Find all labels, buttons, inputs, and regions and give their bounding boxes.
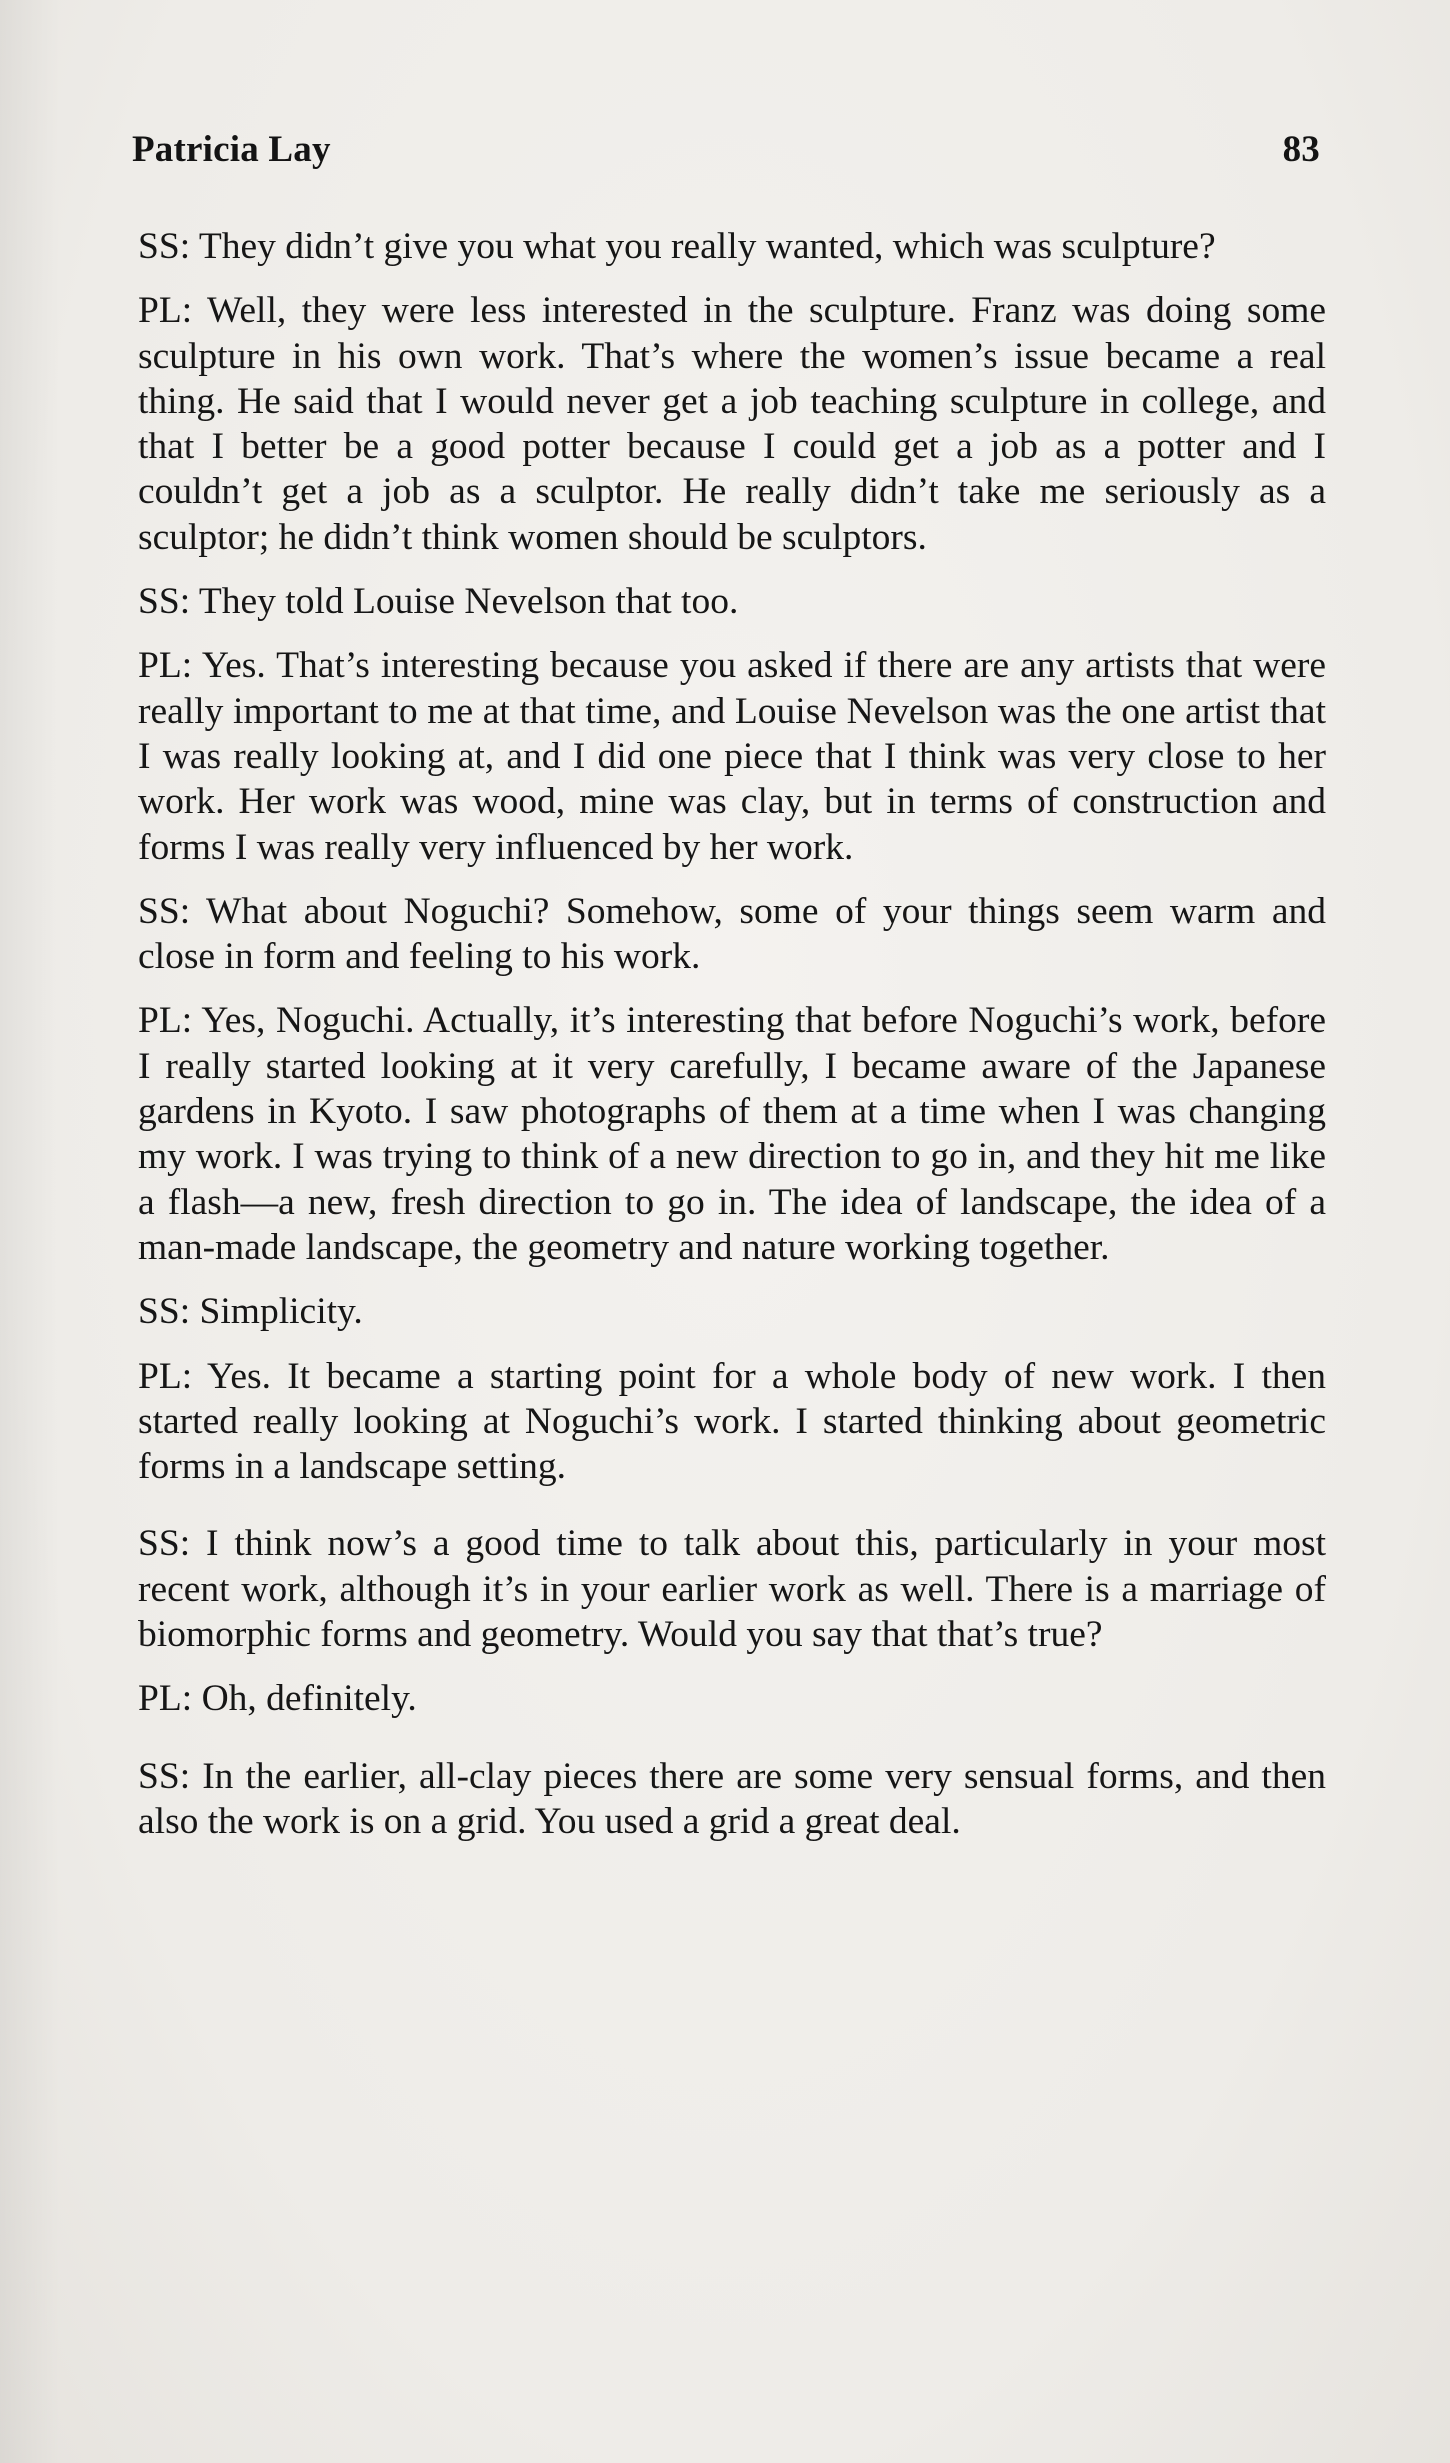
running-header	[132, 128, 1320, 171]
running-title: Patricia Lay	[132, 129, 331, 170]
paragraph-text: They told Louise Nevelson that too.	[198, 581, 739, 623]
paragraph	[138, 998, 1326, 1270]
paragraph	[138, 1521, 1326, 1657]
speaker-label: PL:	[138, 645, 193, 687]
speaker-label: SS:	[138, 226, 191, 267]
paragraph-text: Well, they were less interested in the sculpture. Franz was doing some sculpture in his own work. That’s where the women’s issue became a real thing. He said that I would never get a job teaching sculpture in college, and that I better be a good potter because I could get a job as a potter and I couldn’t get a job as a sculptor. He really didn’t take me seriously as a sculptor; he didn’t think women should be sculptors.	[138, 290, 1327, 558]
paragraph-text: Yes. It became a starting point for a whole body of new work. I then started really looking at Noguchi’s work. I started thinking about geometric forms in a landscape setting.	[138, 1355, 1327, 1488]
page-number: 83	[1282, 129, 1320, 170]
speaker-label: SS:	[138, 1523, 191, 1565]
paragraph-text: Yes, Noguchi. Actually, it’s interesting that before Noguchi’s work, before I really started looking at it very carefully, I became aware of the Japanese gardens in Kyoto. I saw photographs of them at a time when I was changing my work. I was trying to think of a new direction to go in, and they hit me like a flash—a new, fresh direction to go in. The idea of landscape, the idea of a man-made landscape, the geometry and nature working together.	[138, 1000, 1326, 1268]
paragraph	[138, 579, 1326, 624]
paragraph	[138, 889, 1326, 980]
speaker-label: PL:	[138, 290, 193, 332]
paragraph	[138, 1754, 1326, 1845]
speaker-label: SS:	[138, 1755, 191, 1797]
paragraph	[138, 1289, 1326, 1334]
paragraph	[138, 643, 1326, 869]
interview-text	[138, 224, 1326, 1863]
speaker-label: SS:	[138, 890, 191, 932]
speaker-label: PL:	[138, 1355, 193, 1397]
paragraph-text: They didn’t give you what you really wanted, which was sculpture?	[198, 226, 1216, 267]
paragraph-text: In the earlier, all-clay pieces there are some very sensual forms, and then also the work is on a grid. You used a grid a great deal.	[138, 1755, 1326, 1842]
paragraph-text: Oh, definitely.	[201, 1678, 417, 1720]
speaker-label: PL:	[138, 1000, 193, 1042]
speaker-label: SS:	[138, 581, 191, 623]
paragraph	[138, 1676, 1326, 1721]
paragraph	[138, 224, 1326, 269]
speaker-label: PL:	[138, 1678, 193, 1720]
paragraph	[138, 288, 1326, 560]
paragraph-text: Simplicity.	[199, 1291, 363, 1333]
paragraph-text: Yes. That’s interesting because you asked if there are any artists that were really important to me at that time, and Louise Nevelson was the one artist that I was really looking at, and I did one piece that I think was very close to her work. Her work was wood, mine was clay, but in terms of construction and forms I was really very influenced by her work.	[138, 645, 1326, 868]
paragraph-text: I think now’s a good time to talk about this, particularly in your most recent work, although it’s in your earlier work as well. There is a marriage of biomorphic forms and geometry. Would you say that that’s true?	[138, 1523, 1326, 1656]
paragraph	[138, 1354, 1326, 1490]
speaker-label: SS:	[138, 1291, 191, 1333]
paragraph-text: What about Noguchi? Somehow, some of your things seem warm and close in form and feeling to his work.	[138, 890, 1326, 978]
